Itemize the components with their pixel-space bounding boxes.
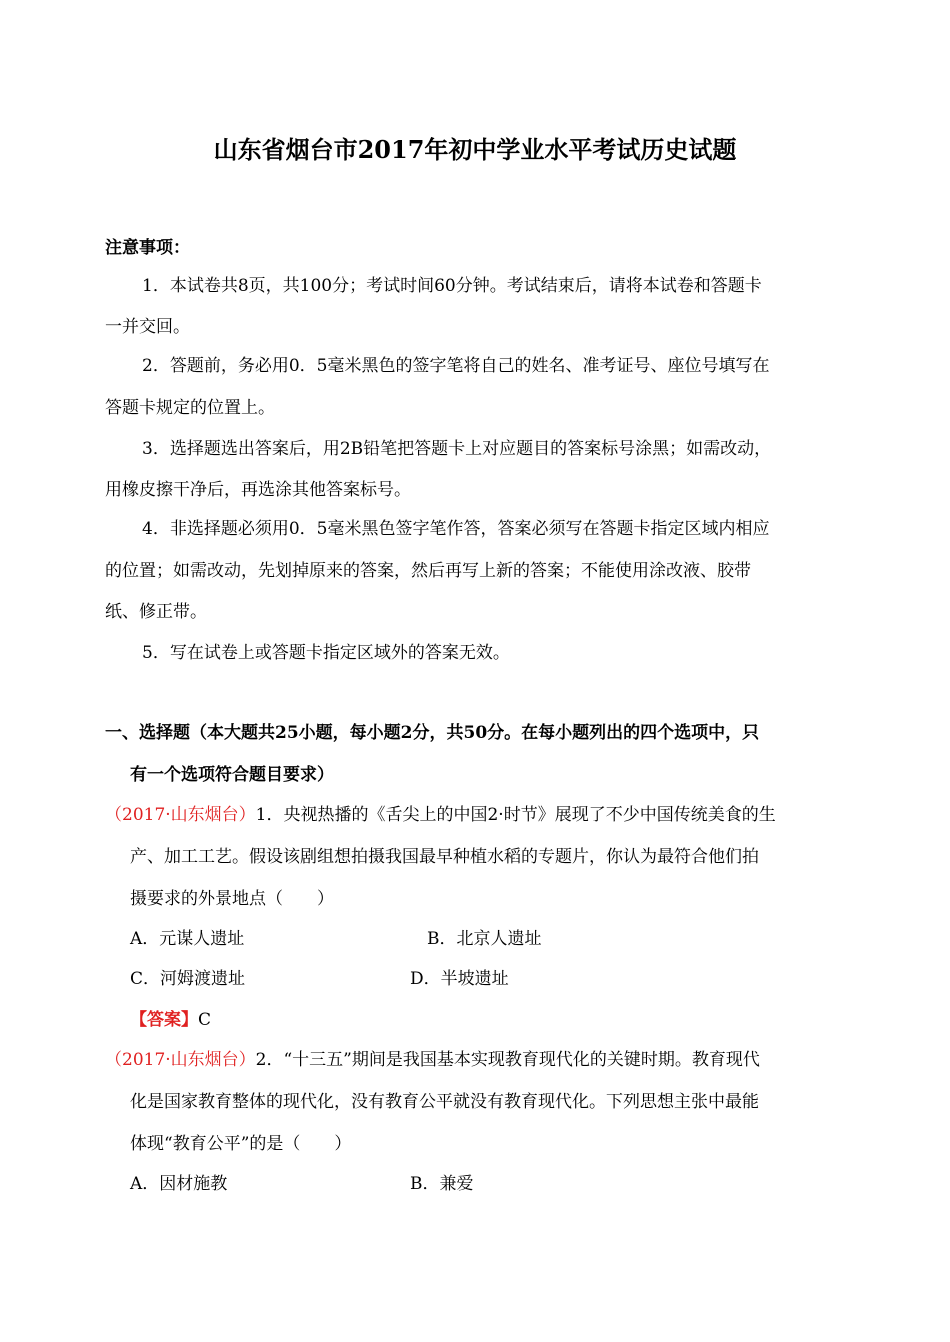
notice-line: 用橡皮擦干净后，再选涂其他答案标号。 (105, 480, 411, 500)
notice-line: 一并交回。 (105, 317, 190, 337)
page-title: 山东省烟台市2017年初中学业水平考试历史试题 (213, 135, 737, 164)
option-a: A．因材施教 (130, 1174, 228, 1194)
notice-line: 4．非选择题必须用0．5毫米黑色签字笔作答，答案必须写在答题卡指定区域内相应 (142, 519, 770, 539)
notice-line: 答题卡规定的位置上。 (105, 398, 275, 418)
question-2-line-2: 化是国家教育整体的现代化，没有教育公平就没有教育现代化。下列思想主张中最能 (130, 1092, 759, 1112)
option-a: A．元谋人遗址 (130, 929, 245, 949)
question-1-line-1 (105, 804, 776, 826)
question-text: 1．央视热播的《舌尖上的中国2·时节》展现了不少中国传统美食的生 (255, 805, 776, 825)
section-heading: 一、选择题（本大题共25小题，每小题2分，共50分。在每小题列出的四个选项中，只 (105, 723, 760, 743)
notice-line: 2．答题前，务必用0．5毫米黑色的签字笔将自己的姓名、准考证号、座位号填写在 (142, 356, 770, 376)
answer-value: C (198, 1010, 212, 1030)
notice-line: 的位置；如需改动，先划掉原来的答案，然后再写上新的答案；不能使用涂改液、胶带 (105, 561, 751, 581)
option-c: C．河姆渡遗址 (130, 969, 246, 989)
question-2-line-1 (105, 1049, 760, 1071)
notice-line: 5．写在试卷上或答题卡指定区域外的答案无效。 (142, 643, 510, 663)
option-b: B．兼爱 (410, 1174, 474, 1194)
answer-line (130, 1009, 211, 1031)
question-2-line-3: 体现“教育公平”的是（ ） (130, 1134, 352, 1154)
question-source: （2017·山东烟台） (105, 1050, 256, 1070)
section-heading-cont: 有一个选项符合题目要求） (130, 765, 334, 785)
question-1-line-2: 产、加工工艺。假设该剧组想拍摄我国最早种植水稻的专题片，你认为最符合他们拍 (130, 847, 759, 867)
notice-line: 3．选择题选出答案后，用2B铅笔把答题卡上对应题目的答案标号涂黑；如需改动， (142, 439, 772, 459)
option-d: D．半坡遗址 (410, 969, 509, 989)
question-text: 2．“十三五”期间是我国基本实现教育现代化的关键时期。教育现代 (255, 1050, 760, 1070)
option-b: B．北京人遗址 (427, 929, 542, 949)
notice-line: 1．本试卷共8页，共100分；考试时间60分钟。考试结束后，请将本试卷和答题卡 (142, 276, 762, 296)
notice-heading: 注意事项： (105, 238, 190, 258)
question-source: （2017·山东烟台） (105, 805, 256, 825)
notice-line: 纸、修正带。 (105, 602, 207, 622)
question-1-line-3: 摄要求的外景地点（ ） (130, 889, 334, 909)
answer-label: 【答案】 (130, 1010, 198, 1030)
